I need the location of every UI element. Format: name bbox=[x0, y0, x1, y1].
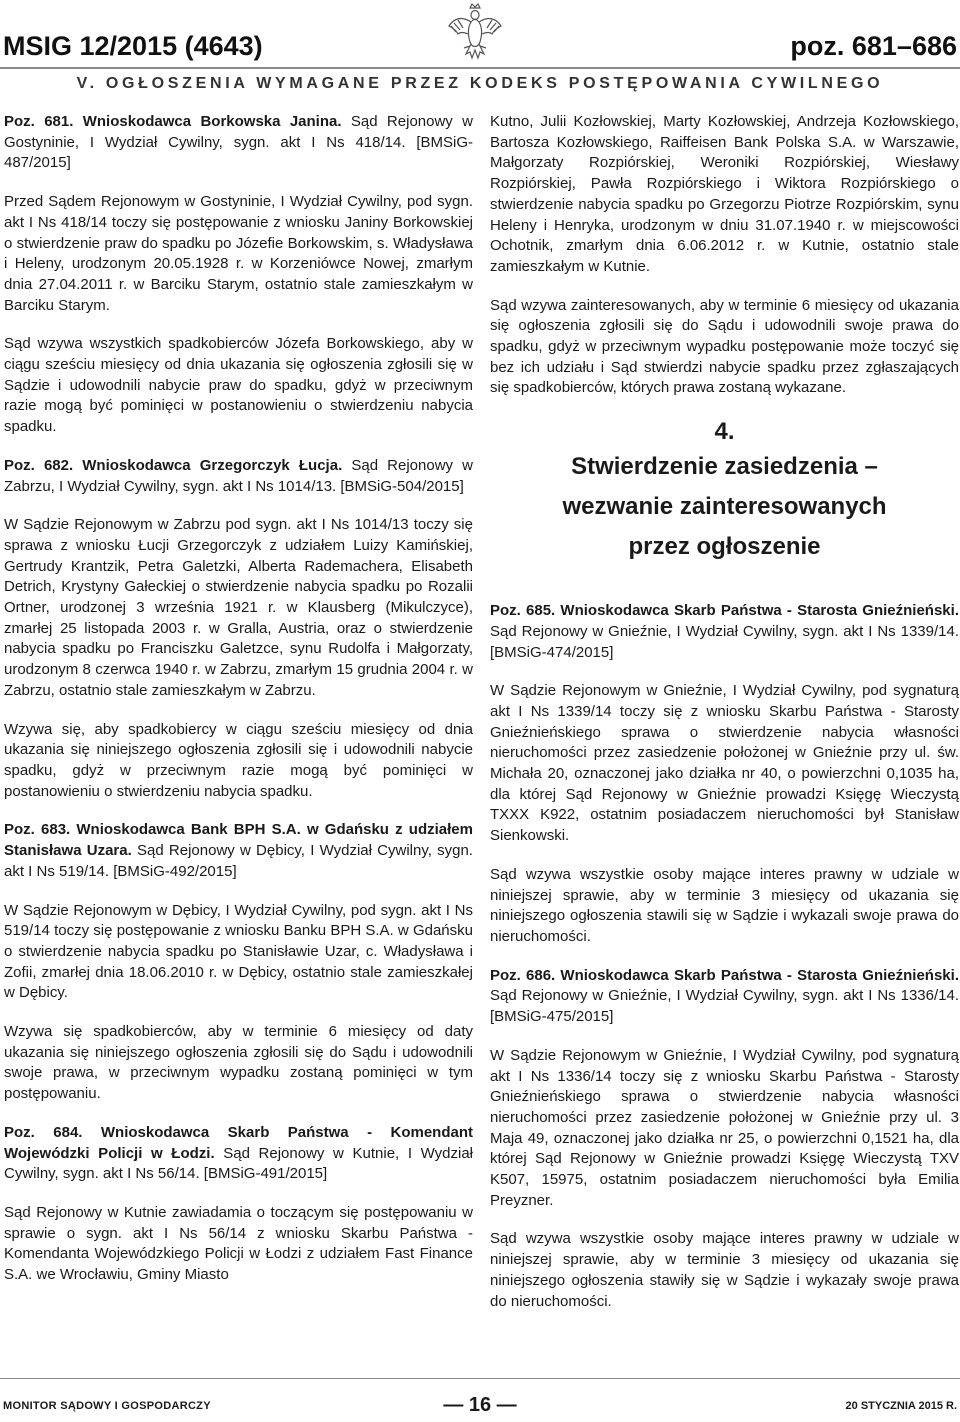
entry-685-title: Poz. 685. Wnioskodawca Skarb Państwa - Starosta Gnieźnieński. bbox=[490, 602, 959, 620]
entry-682-paragraph-2: Wzywa się, aby spadkobiercy w ciągu sześciu miesięcy od dnia ukazania się niniejszego ogłoszenia zgłosili się i udowodnili nabycie spadku, gdyż w przeciwnym razie mogą być pominięci w postanowieniu o stwierdzeniu nabycia spadku. bbox=[4, 720, 473, 800]
entry-685-paragraph-1: W Sądzie Rejonowym w Gnieźnie, I Wydział Cywilny, pod sygnaturą akt I Ns 1339/14 toczy się z wniosku Skarbu Państwa - Starosty Gnieźnieńskiego sprawa o stwierdzenie nabycia własności nieruchomości przez zasiedzenie położonej w Gnieźnie przy ul. św. Michała 20, oznaczonej jako działka nr 40, o powierzchni 0,1035 ha, dla której Sąd Rejonowy w Gnieźnie prowadzi Księgę Wieczystą TXXX K922, ostatnim posiadaczem nieruchomości był Stanisław Sienkowski. bbox=[490, 682, 959, 845]
entry-683-header bbox=[4, 820, 473, 882]
entry-682-court: Sąd Rejonowy w Zabrzu, I Wydział Cywilny, sygn. akt I Ns 1014/13. [BMSiG-504/2015] bbox=[4, 456, 473, 495]
section-heading-line-1: Stwierdzenie zasiedzenia – bbox=[571, 453, 878, 481]
publication-name: MONITOR SĄDOWY I GOSPODARCZY bbox=[3, 1400, 211, 1412]
section-heading-line-2: wezwanie zainteresowanych bbox=[562, 493, 887, 521]
section-4-heading bbox=[490, 417, 959, 567]
section-heading-line-3: przez ogłoszenie bbox=[628, 533, 821, 561]
entry-686-paragraph-1: W Sądzie Rejonowym w Gnieźnie, I Wydział Cywilny, pod sygnaturą akt I Ns 1336/14 toczy się z wniosku Skarbu Państwa - Starosty Gnieźnieńskiego sprawa o stwierdzenie nabycia własności nieruchomości przez zasiedzenie położonej w Gnieźnie przy ul. 3 Maja 49, oznaczonej jako działka nr 25, o powierzchni 0,1521 ha, dla której Sąd Rejonowy w Gnieźnie prowadzi Księgę Wieczystą TXV K507, 15975, ostatnim posiadaczem nieruchomości była Emilia Preyzner. bbox=[490, 1046, 959, 1209]
entry-683-court: Sąd Rejonowy w Dębicy, I Wydział Cywilny, sygn. akt I Ns 519/14. [BMSiG-492/2015] bbox=[4, 842, 473, 880]
entry-681-paragraph-2: Sąd wzywa wszystkich spadkobierców Józefa Borkowskiego, aby w ciągu sześciu miesięcy od dnia ukazania się ogłoszenia zgłosili się w Sądzie i udowodnili nabycie praw do spadku, gdyż w przeciwnym razie mogą być pominięci w postanowieniu o stwierdzeniu nabycia spadku. bbox=[4, 335, 473, 436]
entry-684-header bbox=[4, 1123, 473, 1185]
eagle-emblem-icon bbox=[446, 2, 504, 64]
issue-date: 20 STYCZNIA 2015 R. bbox=[845, 1400, 957, 1412]
journal-issue: MSIG 12/2015 (4643) bbox=[3, 31, 263, 61]
entry-685-paragraph-2: Sąd wzywa wszystkie osoby mające interes prawny w udziale w niniejszej sprawie, aby w terminie 3 miesięcy od ukazania się niniejszego ogłoszenia stawili się w Sądzie i wykazali swoje prawa do nieruchomości. bbox=[490, 865, 959, 945]
page-number: — 16 — bbox=[443, 1394, 517, 1416]
footer-divider bbox=[0, 1378, 960, 1379]
entry-681-header bbox=[4, 112, 473, 174]
position-range: poz. 681–686 bbox=[790, 31, 957, 61]
page-header bbox=[0, 0, 960, 100]
entry-684-continuation-1: Kutno, Julii Kozłowskiej, Marty Kozłowskiej, Andrzeja Kozłowskiego, Bartosza Kozłowskiego, Raiffeisen Bank Polska S.A. w Warszawie, Małgorzaty Rozpiórskiej, Weroniki Rozpiórskiej, Wiesławy Rozpiórskiej, Pawła Rozpiórskiego i Wiktora Rozpiórskiego o stwierdzenie nabycia spadku po Grzegorzu Piotrze Rozpiórskim, synu Heleny i Henryka, urodzonym w dniu 31.07.1940 r. w miejscowości Ochotnik, zmarłym dnia 6.06.2012 r. w Kutnie, ostatnio stale zamieszkałym w Kutnie. bbox=[490, 113, 959, 275]
entry-681-court: Sąd Rejonowy w Gostyninie, I Wydział Cywilny, sygn. akt I Ns 418/14. [BMSiG-487/2015] bbox=[4, 113, 473, 172]
entry-686-header bbox=[490, 966, 959, 1028]
entry-682-header bbox=[4, 456, 473, 497]
entry-681-paragraph-1: Przed Sądem Rejonowym w Gostyninie, I Wydział Cywilny, pod sygn. akt I Ns 418/14 toczy się postępowanie z wniosku Janiny Borkowskiej o stwierdzenie praw do spadku po Józefie Borkowskim, s. Władysława i Heleny, urodzonym 20.05.1928 r. w Korzeniówce Nowej, zmarłym dnia 27.04.2011 r. w Barciku Starym, ostatnio stale zamieszkałym w Barciku Starym. bbox=[4, 193, 473, 314]
entry-686-court: Sąd Rejonowy w Gnieźnie, I Wydział Cywilny, sygn. akt I Ns 1336/14. [BMSiG-475/2015] bbox=[490, 987, 959, 1026]
entry-685-court: Sąd Rejonowy w Gnieźnie, I Wydział Cywilny, sygn. akt I Ns 1339/14. [BMSiG-474/2015] bbox=[490, 622, 959, 661]
left-column bbox=[4, 112, 473, 1304]
entry-684-continuation-2: Sąd wzywa zainteresowanych, aby w terminie 6 miesięcy od ukazania się ogłoszenia zgłosili się do Sądu i udowodnili swoje prawa do spadku, gdyż w przeciwnym wypadku postępowanie może toczyć się bez ich udziału i Sąd stwierdzi nabycie spadku przez zgłaszających się spadkobierców, których prawa zostaną wykazane. bbox=[490, 296, 959, 397]
entry-683-title: Poz. 683. Wnioskodawca Bank BPH S.A. w Gdańsku z udziałem Stanisława Uzara. bbox=[4, 821, 473, 860]
right-column bbox=[490, 112, 959, 1330]
entry-685-header bbox=[490, 601, 959, 663]
entry-684-court: Sąd Rejonowy w Kutnie, I Wydział Cywilny, sygn. akt I Ns 56/14. [BMSiG-491/2015] bbox=[4, 1144, 473, 1183]
entry-684-paragraph-1: Sąd Rejonowy w Kutnie zawiadamia o toczącym się postępowaniu w sprawie o sygn. akt I Ns 56/14 z wniosku Skarbu Państwa - Komendanta Wojewódzkiego Policji w Łodzi z udziałem Fast Finance S.A. we Wrocławiu, Gminy Miasto bbox=[4, 1203, 473, 1284]
entry-682-paragraph-1: W Sądzie Rejonowym w Zabrzu pod sygn. akt I Ns 1014/13 toczy się sprawa z wniosku Łucji Grzegorczyk z udziałem Luizy Kamińskiej, Gertrudy Krantzik, Petra Galetzki, Alberta Rademachera, Elisabeth Detrich, Krystyny Gałeckiej o stwierdzenie nabycia spadku po Rozalii Ortner, urodzonej 3 września 1921 r. w Klausberg (Mikulczyce), zmarłej 25 listopada 2003 r. w Gralla, Austria, oraz o stwierdzenie nabycia spadku po Franciszku Galetzce, synu Rudolfa i Małgorzaty, urodzonym 8 czerwca 1940 r. w Zabrzu, zmarłym 15 grudnia 2004 r. w Zabrzu, ostatnio stale zamieszkałym w Zabrzu. bbox=[4, 516, 473, 699]
entry-682-title: Poz. 682. Wnioskodawca Grzegorczyk Łucja. bbox=[4, 456, 343, 474]
entry-683-paragraph-2: Wzywa się spadkobierców, aby w terminie 6 miesięcy od daty ukazania się niniejszego ogłoszenia zgłosili się do Sądu i udowodnili swoje prawa, w przeciwnym wypadku zostaną pominięci w tym postępowaniu. bbox=[4, 1023, 473, 1103]
entry-686-paragraph-2: Sąd wzywa wszystkie osoby mające interes prawny w udziale w niniejszej sprawie, aby w terminie 3 miesięcy od ukazania się niniejszego ogłoszenia stawiły się w Sądzie i wykazały swoje prawa do nieruchomości. bbox=[490, 1230, 959, 1310]
entry-681-title: Poz. 681. Wnioskodawca Borkowska Janina. bbox=[4, 113, 342, 130]
page-footer bbox=[0, 1378, 960, 1422]
entry-684-title: Poz. 684. Wnioskodawca Skarb Państwa - Komendant Wojewódzki Policji w Łodzi. bbox=[4, 1123, 473, 1162]
section-number: 4. bbox=[714, 418, 735, 446]
section-title: V. OGŁOSZENIA WYMAGANE PRZEZ KODEKS POSTĘPOWANIA CYWILNEGO bbox=[76, 75, 884, 92]
header-divider bbox=[0, 67, 960, 69]
entry-686-title: Poz. 686. Wnioskodawca Skarb Państwa - Starosta Gnieźnieński. bbox=[490, 966, 959, 984]
entry-683-paragraph-1: W Sądzie Rejonowym w Dębicy, I Wydział Cywilny, pod sygn. akt I Ns 519/14 toczy się postępowanie z wniosku Banku BPH S.A. w Gdańsku o stwierdzenie nabycia spadku po Stanisławie Uzar, c. Władysława i Zofii, zmarłej dnia 18.06.2010 r. w Dębicy, ostatnio stale zamieszkałej w Dębicy. bbox=[4, 901, 473, 1002]
